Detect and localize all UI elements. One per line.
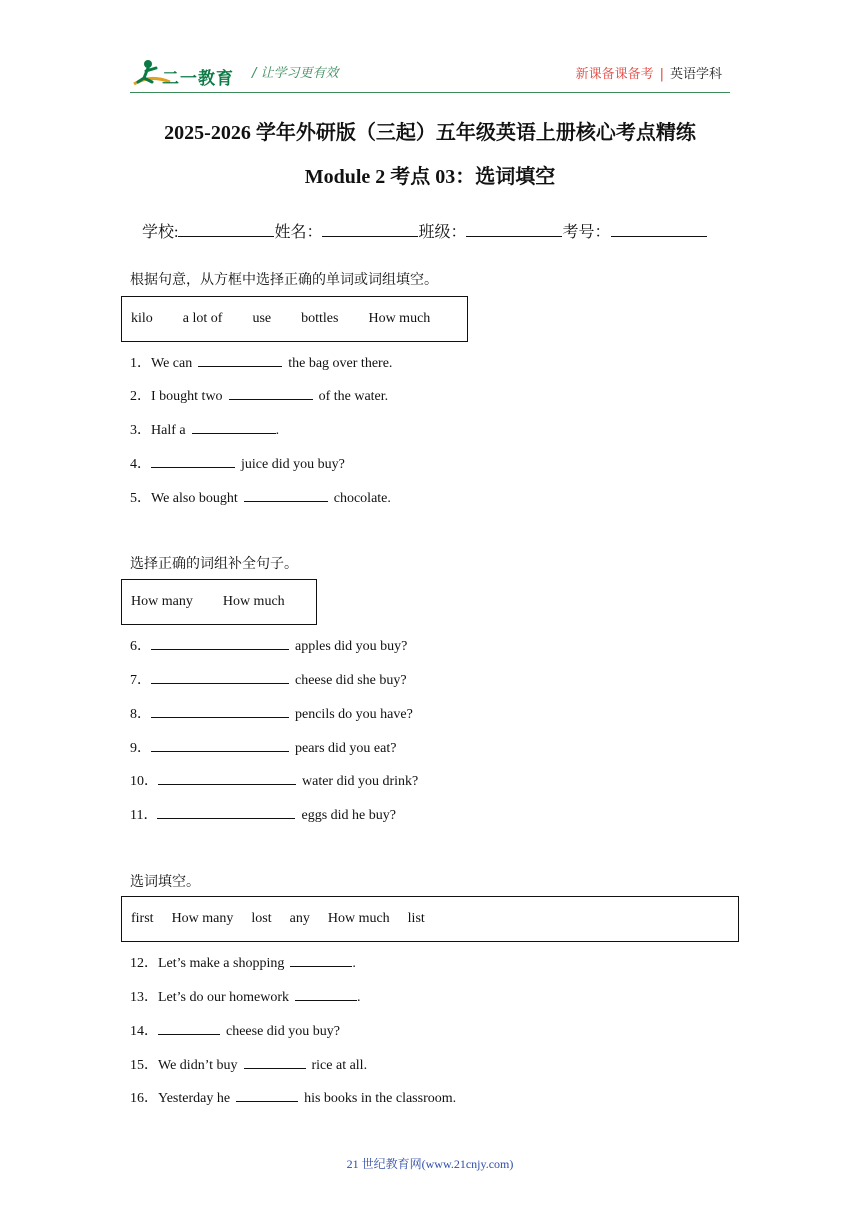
footer-source: 21 世纪教育网(www.21cnjy.com) bbox=[346, 1157, 514, 1171]
word-option: How much bbox=[368, 311, 431, 326]
question-number: 11． bbox=[130, 808, 158, 823]
word-option: list bbox=[407, 911, 425, 926]
class-label: 班级： bbox=[418, 224, 467, 241]
word-option: first bbox=[131, 911, 154, 926]
school-label: 学校: bbox=[142, 224, 179, 241]
answer-blank[interactable] bbox=[158, 772, 296, 785]
question bbox=[130, 1054, 367, 1074]
question bbox=[130, 770, 418, 790]
answer-blank[interactable] bbox=[244, 1056, 306, 1069]
question bbox=[130, 669, 407, 689]
question bbox=[130, 635, 407, 655]
header-right bbox=[576, 63, 722, 82]
question-text-before: We can bbox=[151, 356, 193, 371]
question-text-after: of the water. bbox=[318, 389, 389, 404]
question bbox=[130, 487, 391, 507]
question-text-after: . bbox=[352, 956, 356, 971]
word-option: any bbox=[289, 911, 310, 926]
question-text-before: Let’s make a shopping bbox=[158, 956, 285, 971]
header-label-prep: 新课备课备考 bbox=[575, 67, 654, 82]
question bbox=[130, 352, 392, 372]
question-text-after: . bbox=[357, 990, 361, 1005]
word-option: How much bbox=[327, 911, 390, 926]
header-separator: | bbox=[659, 67, 664, 82]
question-text-before: We didn’t buy bbox=[158, 1058, 238, 1073]
word-option: How many bbox=[171, 911, 234, 926]
student-info-line bbox=[142, 219, 707, 242]
section1-instruction: 根据句意，从方框中选择正确的单词或词组填空。 bbox=[130, 273, 438, 288]
word-option: How much bbox=[222, 594, 285, 609]
question-number: 2． bbox=[130, 389, 151, 404]
header-label-subject: 英语学科 bbox=[669, 67, 722, 82]
question-text-after: apples did you buy? bbox=[295, 639, 408, 654]
question bbox=[130, 1020, 340, 1040]
number-label: 考号： bbox=[562, 224, 611, 241]
section2-instruction: 选择正确的词组补全句子。 bbox=[130, 557, 298, 572]
question bbox=[130, 703, 413, 723]
section3-word-box bbox=[121, 896, 739, 942]
name-label: 姓名： bbox=[274, 224, 323, 241]
question-text-after: his books in the classroom. bbox=[304, 1091, 457, 1106]
question-number: 12． bbox=[130, 956, 158, 971]
answer-blank[interactable] bbox=[151, 705, 289, 718]
question bbox=[130, 804, 396, 824]
question-number: 14． bbox=[130, 1024, 158, 1039]
question bbox=[130, 952, 356, 972]
section1-word-box bbox=[121, 296, 468, 342]
question-number: 6． bbox=[130, 639, 151, 654]
answer-blank[interactable] bbox=[151, 637, 289, 650]
question-text-before: I bought two bbox=[151, 389, 223, 404]
question bbox=[130, 1087, 456, 1107]
page-subtitle: Module 2 考点 03：选词填空 bbox=[304, 166, 556, 188]
question-text-after: the bag over there. bbox=[288, 356, 393, 371]
question-text-after: water did you drink? bbox=[302, 774, 419, 789]
question-number: 15． bbox=[130, 1058, 158, 1073]
question bbox=[130, 737, 396, 757]
question bbox=[130, 419, 279, 439]
question-number: 5． bbox=[130, 491, 151, 506]
question-text-before: Half a bbox=[151, 423, 186, 438]
answer-blank[interactable] bbox=[290, 954, 352, 967]
word-option: use bbox=[252, 311, 272, 326]
question-number: 8． bbox=[130, 707, 151, 722]
class-blank[interactable] bbox=[466, 224, 562, 237]
question-number: 13． bbox=[130, 990, 158, 1005]
question-text-after: chocolate. bbox=[333, 491, 391, 506]
section3-instruction: 选词填空。 bbox=[130, 875, 200, 890]
question-number: 3． bbox=[130, 423, 151, 438]
answer-blank[interactable] bbox=[229, 387, 313, 400]
answer-blank[interactable] bbox=[295, 988, 357, 1001]
answer-blank[interactable] bbox=[192, 421, 276, 434]
question-number: 10． bbox=[130, 774, 158, 789]
word-option: bottles bbox=[301, 311, 339, 326]
name-blank[interactable] bbox=[322, 224, 418, 237]
question-text-before: Let’s do our homework bbox=[158, 990, 290, 1005]
question bbox=[130, 385, 388, 405]
question-text-after: juice did you buy? bbox=[241, 457, 345, 472]
answer-blank[interactable] bbox=[236, 1089, 298, 1102]
answer-blank[interactable] bbox=[198, 354, 282, 367]
question-number: 9． bbox=[130, 741, 151, 756]
word-option: How many bbox=[131, 594, 193, 609]
question-number: 1． bbox=[130, 356, 151, 371]
answer-blank[interactable] bbox=[151, 671, 289, 684]
question-text-after: pears did you eat? bbox=[295, 741, 397, 756]
header-divider bbox=[130, 92, 730, 93]
answer-blank[interactable] bbox=[158, 1022, 220, 1035]
answer-blank[interactable] bbox=[151, 739, 289, 752]
question-text-after: cheese did she buy? bbox=[295, 673, 407, 688]
answer-blank[interactable] bbox=[151, 455, 235, 468]
question-text-after: cheese did you buy? bbox=[226, 1024, 340, 1039]
answer-blank[interactable] bbox=[244, 489, 328, 502]
number-blank[interactable] bbox=[611, 224, 707, 237]
question-number: 7． bbox=[130, 673, 151, 688]
question-text-before: Yesterday he bbox=[158, 1091, 231, 1106]
slogan: / 让学习更有效 bbox=[252, 66, 339, 81]
question-text-after: eggs did he buy? bbox=[301, 808, 396, 823]
word-option: a lot of bbox=[182, 311, 223, 326]
answer-blank[interactable] bbox=[157, 806, 295, 819]
question bbox=[130, 986, 361, 1006]
question-text-after: . bbox=[275, 423, 280, 438]
question-text-before: We also bought bbox=[151, 491, 238, 506]
page-title: 2025-2026 学年外研版（三起）五年级英语上册核心考点精练 bbox=[164, 122, 696, 144]
logo-text: 二一教育 bbox=[162, 69, 234, 89]
school-blank[interactable] bbox=[178, 224, 274, 237]
section2-word-box bbox=[121, 579, 317, 625]
word-option: kilo bbox=[131, 311, 153, 326]
question bbox=[130, 453, 345, 473]
word-option: lost bbox=[251, 911, 272, 926]
question-number: 16． bbox=[130, 1091, 158, 1106]
question-text-after: pencils do you have? bbox=[295, 707, 413, 722]
question-number: 4． bbox=[130, 457, 151, 472]
question-text-after: rice at all. bbox=[311, 1058, 368, 1073]
